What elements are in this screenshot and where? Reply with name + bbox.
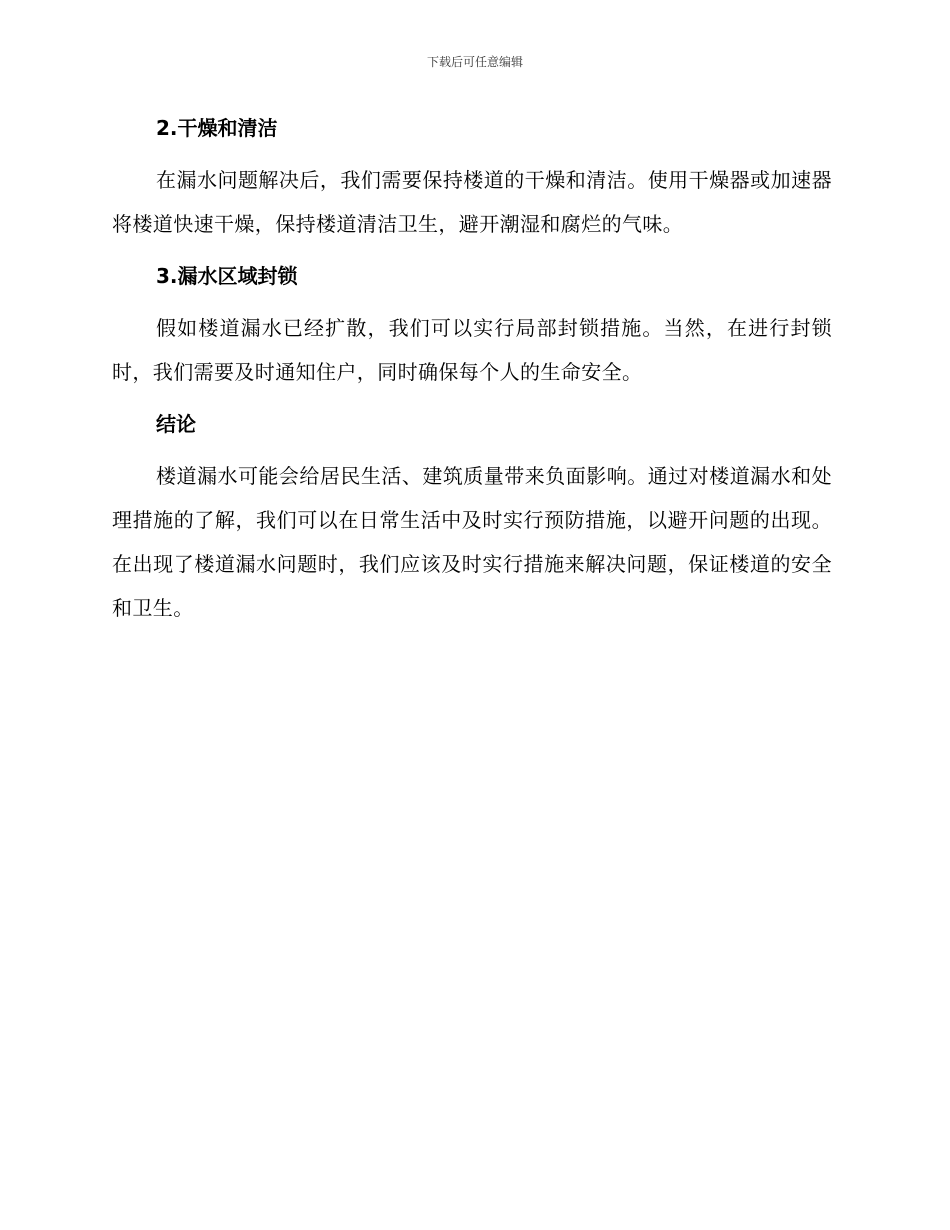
section-heading-drying: 2.干燥和清洁 bbox=[156, 116, 278, 140]
section-heading-lockdown: 3.漏水区域封锁 bbox=[156, 264, 298, 288]
document-content bbox=[112, 110, 832, 642]
section-heading-conclusion: 结论 bbox=[156, 412, 196, 436]
section-body-lockdown: 假如楼道漏水已经扩散，我们可以实行局部封锁措施。当然，在进行封锁时，我们需要及时通知住户，同时确保每个人的生命安全。 bbox=[112, 316, 832, 384]
section-body-drying: 在漏水问题解决后，我们需要保持楼道的干燥和清洁。使用干燥器或加速器将楼道快速干燥，保持楼道清洁卫生，避开潮湿和腐烂的气味。 bbox=[112, 168, 832, 236]
section-body-conclusion: 楼道漏水可能会给居民生活、建筑质量带来负面影响。通过对楼道漏水和处理措施的了解，我们可以在日常生活中及时实行预防措施，以避开问题的出现。在出现了楼道漏水问题时，我们应该及时实行措施来解决问题，保证楼道的安全和卫生。 bbox=[112, 464, 832, 620]
header-note: 下载后可任意编辑 bbox=[426, 55, 523, 69]
